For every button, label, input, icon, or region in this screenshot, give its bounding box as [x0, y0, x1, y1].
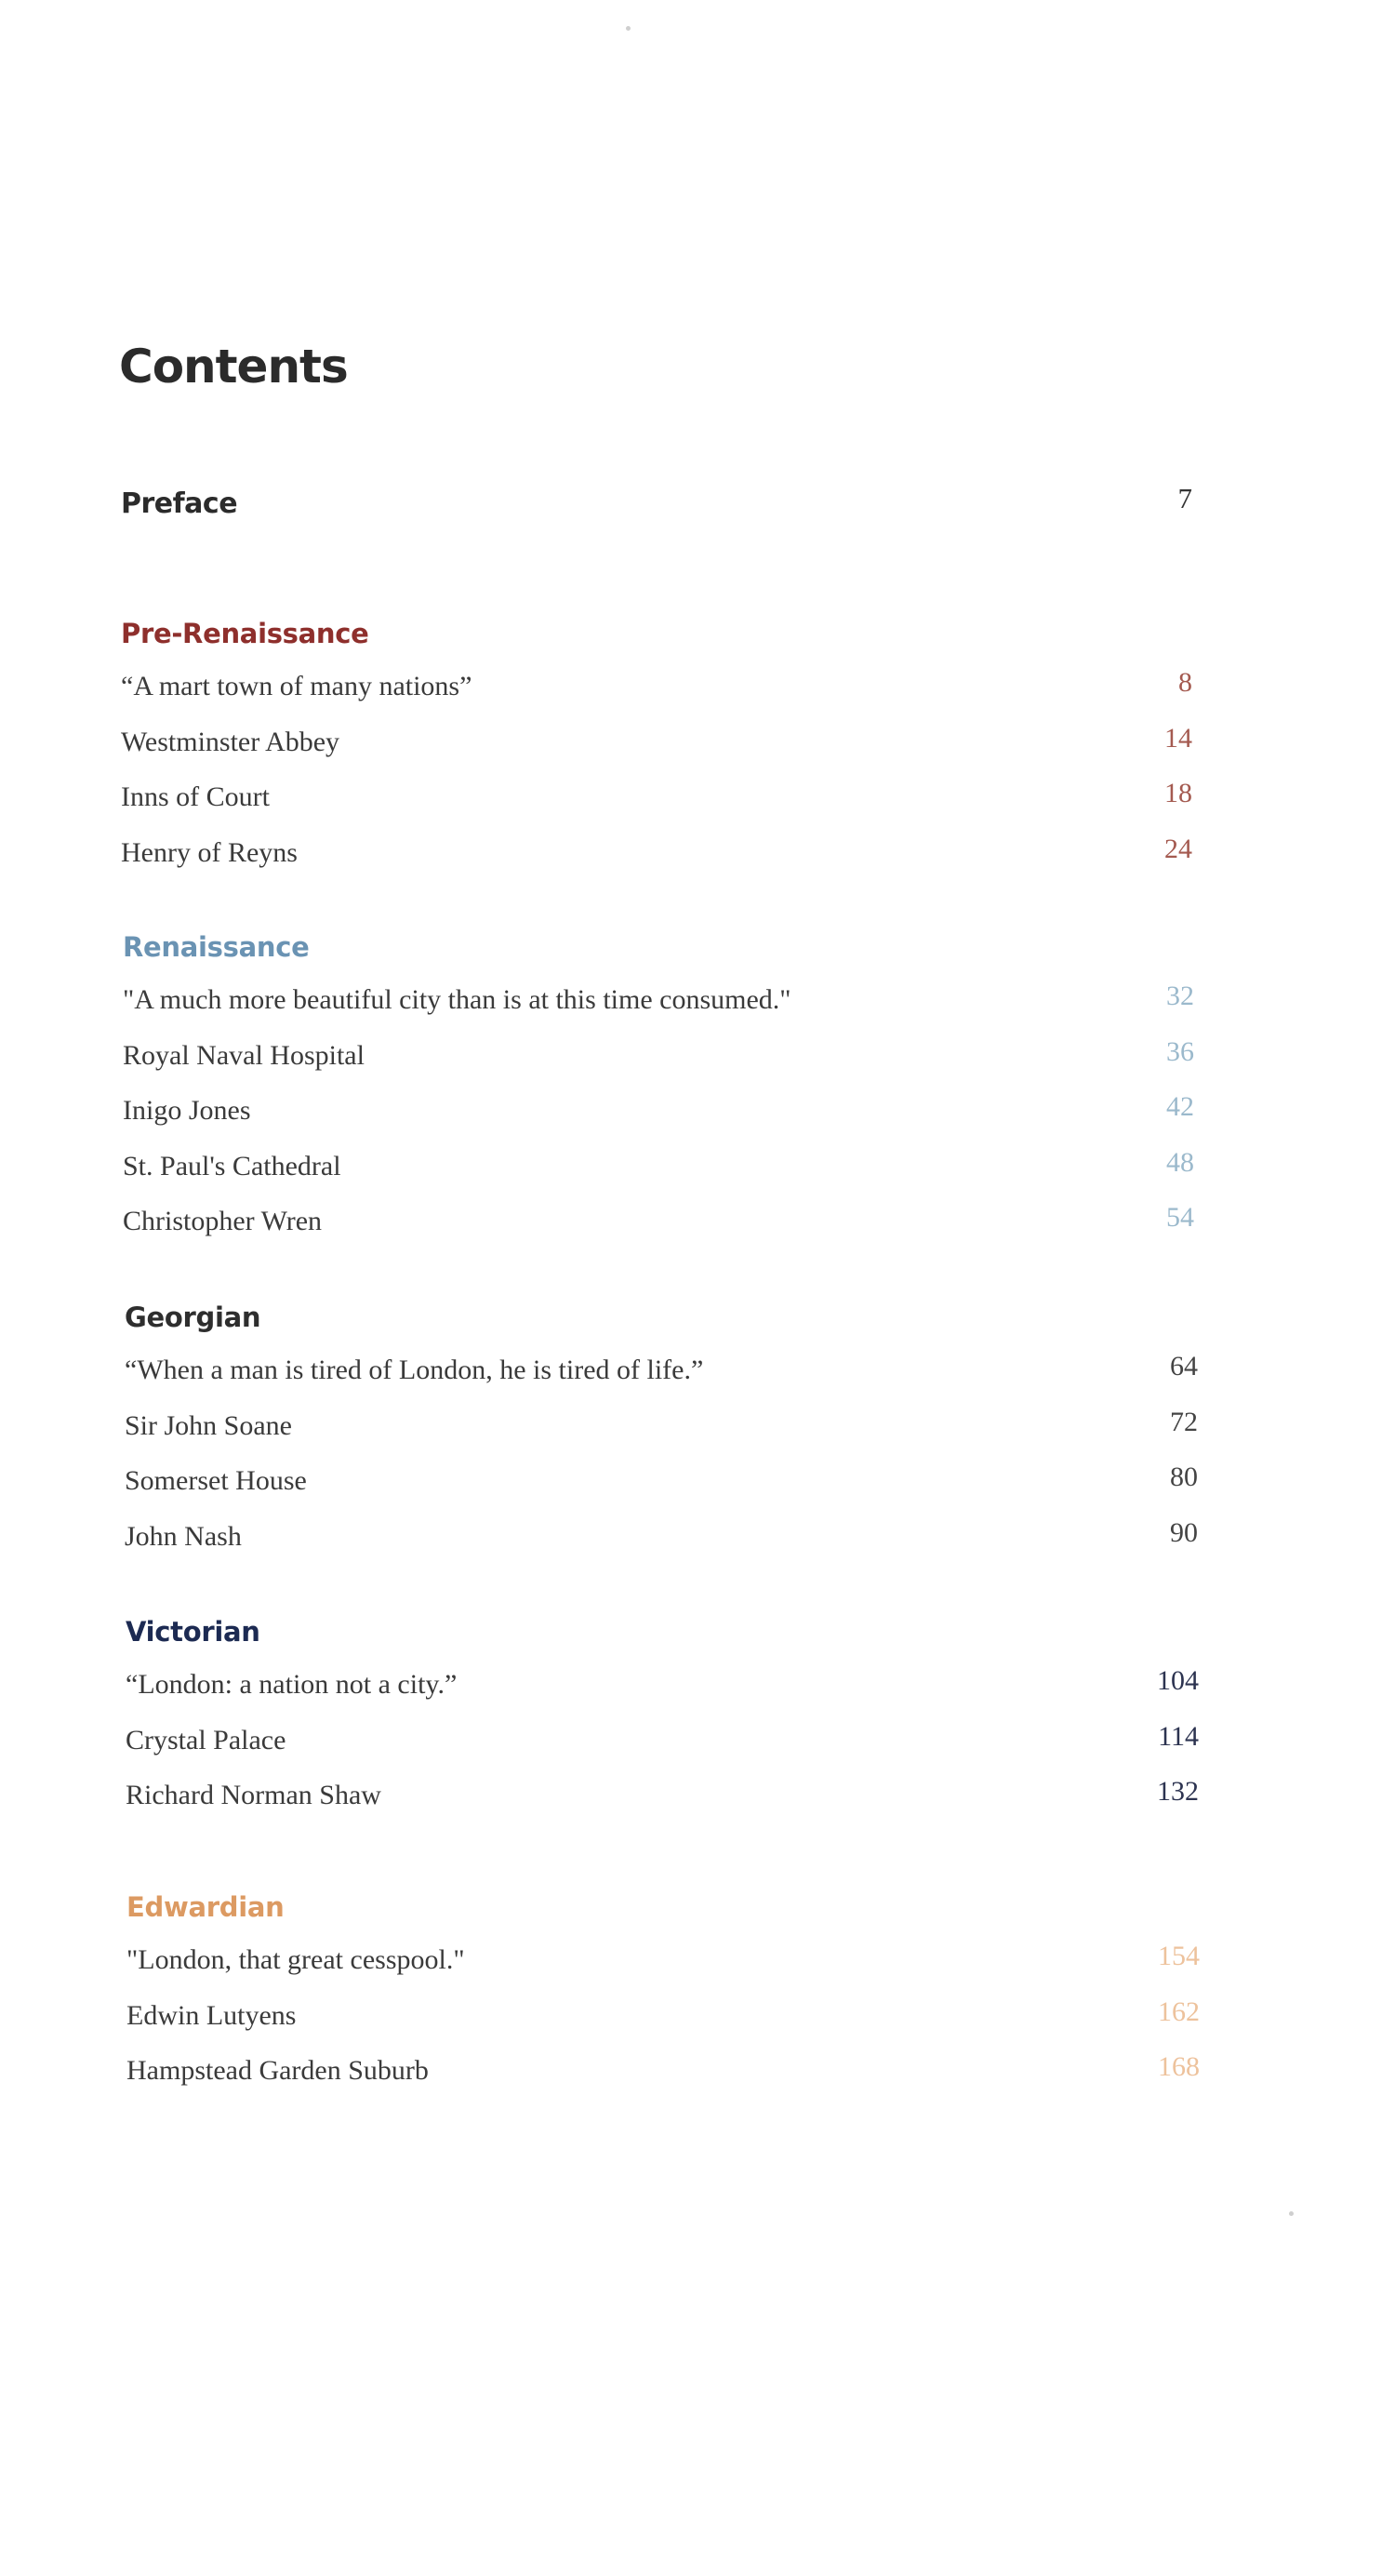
entry-title: Inigo Jones: [123, 1095, 251, 1126]
entry-title: "A much more beautiful city than is at this time consumed.": [123, 984, 791, 1015]
scan-speck: [1289, 2211, 1294, 2216]
entry-page-number: 24: [1164, 833, 1192, 864]
toc-entry[interactable]: [126, 1666, 1199, 1722]
entry-title: John Nash: [125, 1520, 242, 1552]
entry-title: Christopher Wren: [123, 1206, 323, 1236]
entry-page-number: 8: [1178, 667, 1192, 698]
entry-title: Royal Naval Hospital: [123, 1039, 365, 1071]
entry-page-number: 154: [1158, 1941, 1200, 1971]
entry-title: “When a man is tired of London, he is tired of life.”: [125, 1355, 704, 1385]
toc-entry[interactable]: [126, 1722, 1199, 1778]
section-georgian: [125, 1296, 1198, 1573]
toc-entry[interactable]: [123, 1092, 1194, 1148]
entry-title: Hampstead Garden Suburb: [126, 2055, 429, 2086]
entry-title: Richard Norman Shaw: [126, 1780, 381, 1810]
section-renaissance: [123, 926, 1194, 1259]
section-heading: Renaissance: [123, 931, 310, 963]
preface-page-number: 7: [1177, 482, 1192, 514]
toc-entry[interactable]: [121, 724, 1192, 780]
entry-title: St. Paul's Cathedral: [123, 1150, 341, 1181]
entry-page-number: 48: [1166, 1146, 1194, 1178]
toc-entry[interactable]: [126, 1777, 1199, 1833]
preface-entry[interactable]: [121, 482, 1192, 534]
section-edwardian: [126, 1886, 1200, 2108]
toc-entry[interactable]: [126, 2052, 1200, 2108]
toc-entry[interactable]: [126, 1942, 1200, 1997]
scan-speck: [626, 26, 631, 31]
toc-entry[interactable]: [123, 1203, 1194, 1259]
entry-page-number: 14: [1164, 722, 1192, 754]
toc-entry[interactable]: [126, 1997, 1200, 2053]
entry-title: Crystal Palace: [126, 1724, 286, 1755]
section-pre-renaissance: [121, 612, 1192, 889]
entry-title: Henry of Reyns: [121, 836, 298, 868]
section-heading: Georgian: [125, 1301, 261, 1333]
entry-title: “A mart town of many nations”: [121, 671, 472, 701]
toc-entry[interactable]: [121, 668, 1192, 724]
section-heading: Victorian: [126, 1616, 260, 1648]
entry-page-number: 132: [1157, 1776, 1199, 1807]
entry-page-number: 42: [1166, 1091, 1194, 1122]
section-heading: Edwardian: [126, 1891, 285, 1923]
toc-entry[interactable]: [125, 1518, 1198, 1574]
entry-title: Sir John Soane: [125, 1409, 292, 1441]
entry-page-number: 90: [1170, 1516, 1198, 1548]
entry-page-number: 32: [1166, 981, 1194, 1011]
entry-page-number: 64: [1170, 1351, 1198, 1381]
toc-entry[interactable]: [125, 1352, 1198, 1408]
entry-title: “London: a nation not a city.”: [126, 1669, 458, 1700]
section-victorian: [126, 1610, 1199, 1833]
page-title: Contents: [119, 340, 348, 394]
entry-page-number: 18: [1164, 778, 1192, 808]
preface-title: Preface: [121, 487, 238, 520]
entry-title: Westminster Abbey: [121, 726, 340, 757]
entry-title: "London, that great cesspool.": [126, 1944, 465, 1975]
entry-title: Somerset House: [125, 1465, 307, 1496]
entry-page-number: 104: [1157, 1665, 1199, 1696]
toc-entry[interactable]: [123, 1037, 1194, 1093]
entry-page-number: 162: [1158, 1995, 1200, 2027]
toc-entry[interactable]: [125, 1408, 1198, 1463]
entry-page-number: 168: [1158, 2051, 1200, 2082]
toc-entry[interactable]: [123, 1148, 1194, 1204]
entry-title: Inns of Court: [121, 781, 270, 812]
toc-entry[interactable]: [123, 981, 1194, 1037]
entry-page-number: 36: [1166, 1035, 1194, 1067]
entry-page-number: 114: [1158, 1720, 1199, 1752]
toc-entry[interactable]: [125, 1462, 1198, 1518]
entry-page-number: 80: [1170, 1462, 1198, 1492]
entry-page-number: 54: [1166, 1202, 1194, 1233]
entry-page-number: 72: [1170, 1406, 1198, 1437]
toc-entry[interactable]: [121, 779, 1192, 834]
entry-title: Edwin Lutyens: [126, 1999, 297, 2031]
section-heading: Pre-Renaissance: [121, 618, 369, 649]
toc-entry[interactable]: [121, 834, 1192, 890]
